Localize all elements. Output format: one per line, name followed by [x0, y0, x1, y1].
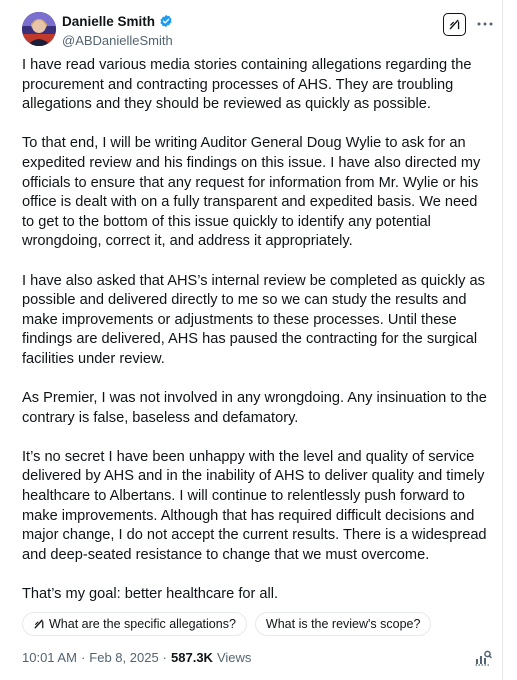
grok-icon: [448, 18, 461, 31]
tweet-date[interactable]: Feb 8, 2025: [89, 650, 159, 665]
verified-badge-icon: [159, 14, 173, 28]
suggestion-label: What are the specific allegations?: [49, 617, 236, 631]
grok-button[interactable]: [443, 13, 466, 36]
author-names: [62, 12, 173, 48]
suggestion-label: What is the review's scope?: [265, 617, 421, 631]
author-handle[interactable]: @ABDanielleSmith: [62, 33, 173, 48]
tweet-paragraph: That’s my goal: better healthcare for all.: [22, 586, 279, 603]
avatar-image: [22, 12, 56, 46]
avatar[interactable]: [22, 12, 56, 46]
meta-separator: ·: [80, 650, 86, 665]
tweet-time[interactable]: 10:01 AM: [22, 650, 77, 665]
grok-suggestions: [22, 612, 431, 636]
views-count: 587.3K: [171, 650, 213, 665]
tweet-body: [22, 56, 488, 605]
tweet-meta: [22, 650, 251, 665]
analytics-button[interactable]: [474, 649, 492, 667]
tweet-paragraph: I have also asked that AHS’s internal review be completed as quickly as possible and delivered directly to me so we can study the results and make improvements or adjustments to these processes. Until these findings are delivered, AHS has paused the contracting for the surgical facilities under review.: [22, 272, 485, 367]
more-button[interactable]: [475, 14, 495, 34]
tweet-header: [22, 12, 502, 52]
tweet-paragraph: As Premier, I was not involved in any wrongdoing. Any insinuation to the contrary is false, baseless and defamatory.: [22, 390, 487, 426]
views-label: Views: [216, 650, 252, 665]
meta-separator: ·: [162, 650, 168, 665]
tweet-paragraph: I have read various media stories containing allegations regarding the procurement and contracting processes of AHS. They are troubling allegations and they should be reviewed as quickly as possible.: [22, 57, 472, 113]
tweet-paragraph: It’s no secret I have been unhappy with the level and quality of service delivered by AHS and in the inability of AHS to deliver quality and timely healthcare to Albertans. I will continue to relentlessly push forward to make improvements. Although that has required difficult decisions and major change, I do not accept the current results. There is a widespread and deep-seated resistance to change that we must overcome.: [22, 448, 487, 563]
grok-icon: [33, 618, 45, 630]
display-name[interactable]: Danielle Smith: [62, 13, 156, 29]
tweet-paragraph: To that end, I will be writing Auditor General Doug Wylie to ask for an expedited review and his findings on this issue. I have also directed my officials to ensure that any request for information from Mr. Wylie or his office is dealt with on a fully transparent and expedited basis. We need to get to the bottom of this issue quickly to identify any potential wrongdoing, correct it, and address it appropriately.: [22, 135, 481, 250]
suggestion-chip-allegations[interactable]: [22, 612, 247, 636]
display-name-row: [62, 12, 173, 30]
suggestion-chip-scope[interactable]: [255, 612, 432, 636]
analytics-icon: [474, 649, 492, 667]
more-icon: [477, 22, 493, 26]
